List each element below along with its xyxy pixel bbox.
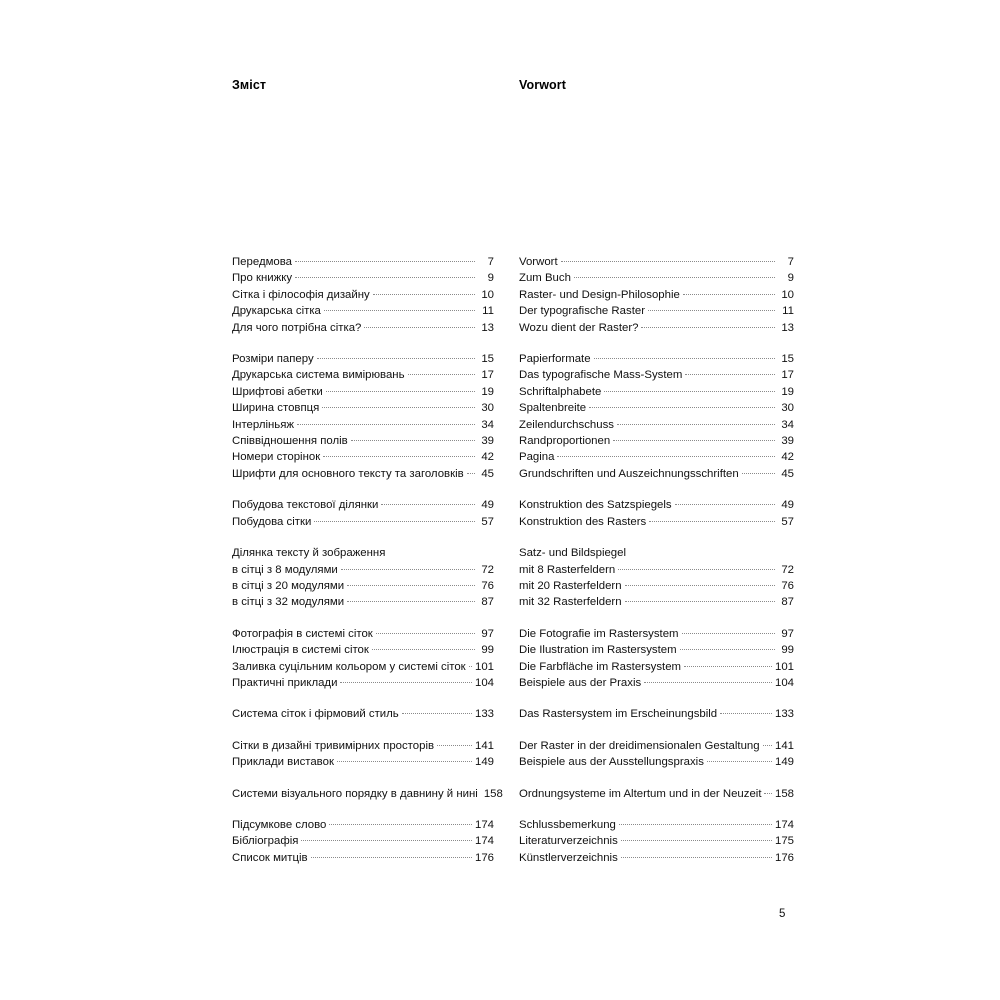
toc-entry-page-number: 15	[781, 353, 794, 366]
toc-entry[interactable]	[519, 659, 794, 675]
toc-group	[519, 786, 794, 802]
toc-entry-leader	[604, 384, 775, 395]
toc-group	[232, 786, 503, 802]
toc-entry-page-number: 11	[482, 305, 494, 318]
toc-entry-leader	[648, 303, 775, 314]
toc-entry-label: Zum Buch	[519, 272, 571, 285]
toc-entry-leader	[311, 850, 472, 861]
toc-entry-leader	[682, 626, 775, 637]
toc-entry[interactable]	[232, 367, 494, 383]
toc-entry[interactable]	[232, 433, 494, 449]
toc-entry-leader	[337, 754, 472, 765]
toc-entry-page-number: 42	[781, 451, 794, 464]
toc-entry[interactable]	[519, 545, 794, 561]
toc-entry-page-number: 76	[781, 579, 794, 592]
toc-entry-leader	[314, 514, 475, 525]
toc-entry-label: Die Ilustration im Rastersystem	[519, 644, 677, 657]
toc-entry-label: Das typografische Mass-System	[519, 369, 683, 382]
toc-entry-label: Передмова	[232, 256, 293, 268]
toc-entry-label: Das Rastersystem im Erscheinungsbild	[519, 708, 718, 721]
toc-entry[interactable]	[232, 514, 494, 530]
toc-entry-label: Spaltenbreite	[519, 402, 587, 415]
toc-entry-label: Підсумкове слово	[232, 818, 327, 831]
toc-entry-page-number: 34	[781, 418, 794, 431]
toc-entry-page-number: 158	[774, 787, 794, 800]
toc-entry[interactable]	[519, 351, 794, 367]
toc-entry[interactable]	[519, 433, 794, 449]
toc-entry-page-number: 72	[481, 563, 494, 576]
toc-entry[interactable]	[232, 626, 494, 642]
toc-group	[232, 351, 494, 482]
toc-entry-label: Друкарська сітка	[232, 305, 321, 318]
page-title-vorwort: Vorwort	[519, 78, 566, 92]
toc-entry-leader	[619, 817, 772, 828]
toc-group	[519, 626, 794, 692]
toc-entry-page-number: 174	[774, 818, 794, 831]
toc-entry[interactable]	[232, 320, 494, 336]
toc-entry-leader	[561, 254, 775, 265]
toc-entry-page-number: 19	[481, 385, 494, 398]
toc-entry-label: Grundschriften und Auszeichnungsschriften	[519, 467, 739, 480]
toc-entry-page-number: 104	[474, 676, 494, 689]
toc-column-ukrainian	[232, 254, 503, 881]
toc-entry-leader	[625, 578, 775, 589]
toc-entry[interactable]	[232, 675, 494, 691]
toc-entry-label: Номери сторінок	[232, 451, 321, 464]
toc-entry-page-number: 19	[781, 385, 794, 398]
toc-entry[interactable]	[519, 320, 794, 336]
toc-entry-leader	[763, 738, 772, 749]
toc-entry-page-number: 174	[474, 835, 494, 848]
toc-entry-leader	[720, 706, 772, 717]
toc-entry-leader	[625, 594, 775, 605]
toc-group	[519, 738, 794, 771]
toc-entry-page-number: 7	[487, 256, 494, 268]
toc-entry-leader	[295, 254, 475, 265]
toc-entry-label: Сітки в дизайні тривимірних просторів	[232, 739, 435, 752]
toc-group	[519, 254, 794, 336]
toc-entry-label: Randproportionen	[519, 435, 611, 448]
toc-entry-page-number: 17	[481, 369, 494, 382]
toc-entry[interactable]	[519, 449, 794, 465]
toc-entry[interactable]	[232, 287, 494, 303]
toc-entry[interactable]	[232, 754, 494, 770]
toc-entry[interactable]	[232, 562, 494, 578]
toc-group	[232, 254, 494, 336]
toc-entry-leader	[347, 594, 475, 605]
toc-entry[interactable]	[232, 642, 494, 658]
toc-entry-page-number: 149	[474, 756, 494, 769]
toc-entry-page-number: 87	[481, 596, 494, 609]
toc-entry-leader	[649, 514, 775, 525]
toc-entry[interactable]	[519, 642, 794, 658]
toc-group	[232, 817, 494, 866]
toc-entry-leader	[376, 626, 475, 637]
toc-group	[232, 545, 494, 611]
toc-entry[interactable]	[232, 738, 494, 754]
toc-group	[519, 497, 794, 530]
toc-entry-leader	[301, 833, 472, 844]
toc-entry-page-number: 141	[774, 739, 794, 752]
toc-entry-leader	[364, 320, 475, 331]
toc-entry-page-number: 176	[774, 851, 794, 864]
toc-entry-page-number: 57	[781, 515, 794, 528]
toc-entry-leader	[617, 417, 775, 428]
toc-entry-label: Ordnungsysteme im Altertum und in der Neuzeit	[519, 787, 762, 800]
toc-entry-page-number: 11	[782, 305, 794, 318]
toc-entry-leader	[326, 384, 475, 395]
toc-entry[interactable]	[519, 384, 794, 400]
toc-entry-label: Список митців	[232, 851, 308, 864]
toc-entry-label: Beispiele aus der Praxis	[519, 676, 642, 689]
toc-group	[232, 738, 494, 771]
toc-entry-label: Приклади виставок	[232, 756, 334, 769]
toc-entry-label: Ділянка тексту й зображення	[232, 547, 386, 560]
toc-entry[interactable]	[519, 497, 794, 513]
toc-entry-label: Побудова сітки	[232, 515, 312, 528]
toc-entry-label: Die Fotografie im Rastersystem	[519, 627, 679, 640]
toc-entry-leader	[297, 417, 475, 428]
toc-entry-leader	[388, 545, 475, 556]
toc-entry[interactable]	[519, 303, 794, 319]
toc-entry-label: в сітці з 32 модулями	[232, 596, 345, 609]
toc-entry-leader	[347, 578, 475, 589]
toc-entry-leader	[323, 449, 475, 460]
toc-entry-leader	[402, 706, 472, 717]
toc-entry-page-number: 13	[481, 321, 494, 334]
toc-entry-leader	[685, 367, 775, 378]
toc-entry-label: Ширина стовпця	[232, 402, 320, 415]
toc-entry-leader	[574, 270, 775, 281]
toc-entry[interactable]	[519, 706, 794, 722]
toc-entry-leader	[373, 287, 475, 298]
toc-entry-label: Друкарська система вимірювань	[232, 369, 405, 382]
toc-entry-label: Zeilendurchschuss	[519, 418, 614, 431]
toc-entry-leader	[437, 738, 472, 749]
toc-entry-label: Ілюстрація в системі сіток	[232, 644, 369, 657]
toc-entry-page-number: 49	[781, 499, 794, 512]
toc-group	[519, 351, 794, 482]
toc-entry-leader	[742, 466, 775, 477]
toc-entry-leader	[613, 433, 775, 444]
toc-entry[interactable]	[232, 417, 494, 433]
toc-entry-leader	[467, 466, 475, 477]
toc-entry[interactable]	[232, 384, 494, 400]
toc-entry-page-number: 45	[481, 467, 494, 480]
toc-entry[interactable]	[232, 833, 494, 849]
toc-entry-page-number: 34	[481, 418, 494, 431]
toc-entry-label: Розміри паперу	[232, 353, 314, 366]
toc-entry-page-number: 10	[781, 288, 794, 301]
toc-entry[interactable]	[232, 497, 494, 513]
toc-entry-label: Система сіток і фірмовий стиль	[232, 708, 399, 721]
toc-entry-page-number: 97	[481, 627, 494, 640]
toc-entry-label: Wozu dient der Raster?	[519, 321, 639, 334]
toc-entry[interactable]	[519, 738, 794, 754]
toc-entry-label: Vorwort	[519, 256, 558, 268]
toc-entry-leader	[641, 320, 775, 331]
toc-entry-label: Raster- und Design-Philosophie	[519, 288, 680, 301]
toc-entry-label: Konstruktion des Satzspiegels	[519, 499, 672, 512]
toc-group	[232, 626, 494, 692]
toc-entry-page-number: 158	[483, 787, 503, 800]
toc-entry[interactable]	[519, 367, 794, 383]
toc-entry-leader	[351, 433, 475, 444]
toc-entry-leader	[621, 833, 772, 844]
toc-entry-label: Шрифти для основного тексту та заголовків	[232, 467, 464, 480]
toc-entry[interactable]	[519, 562, 794, 578]
toc-entry-leader	[469, 659, 472, 670]
toc-entry-label: Der typografische Raster	[519, 305, 645, 318]
toc-entry-leader	[629, 545, 775, 556]
toc-entry-leader	[322, 400, 475, 411]
toc-entry-label: Побудова текстової ділянки	[232, 499, 379, 512]
toc-entry[interactable]	[519, 817, 794, 833]
toc-group	[232, 706, 494, 722]
toc-entry[interactable]	[232, 270, 494, 286]
toc-entry-page-number: 104	[774, 676, 794, 689]
toc-entry[interactable]	[232, 449, 494, 465]
toc-entry-leader	[329, 817, 472, 828]
toc-entry-leader	[621, 850, 772, 861]
toc-entry-label: Інтерліньяж	[232, 418, 295, 431]
toc-entry[interactable]	[519, 594, 794, 610]
toc-entry-page-number: 133	[474, 708, 494, 721]
toc-entry-leader	[317, 351, 475, 362]
toc-entry-page-number: 13	[781, 321, 794, 334]
toc-entry[interactable]	[232, 659, 494, 675]
toc-entry-leader	[644, 675, 772, 686]
toc-entry-label: Die Farbfläche im Rastersystem	[519, 660, 682, 673]
toc-entry-page-number: 149	[774, 756, 794, 769]
toc-entry-leader	[341, 562, 475, 573]
toc-entry[interactable]	[232, 400, 494, 416]
toc-entry-leader	[589, 400, 775, 411]
toc-entry-leader	[340, 675, 472, 686]
toc-entry-leader	[683, 287, 775, 298]
toc-entry-leader	[618, 562, 775, 573]
toc-group	[519, 545, 794, 611]
toc-entry[interactable]	[519, 514, 794, 530]
toc-entry[interactable]	[519, 270, 794, 286]
toc-entry[interactable]	[232, 303, 494, 319]
toc-entry-page-number: 7	[787, 256, 794, 268]
toc-entry-leader	[324, 303, 475, 314]
toc-entry-page-number: 39	[781, 435, 794, 448]
toc-entry-leader	[557, 449, 775, 460]
toc-entry-label: Satz- und Bildspiegel	[519, 547, 627, 560]
toc-entry-leader	[594, 351, 775, 362]
toc-entry[interactable]	[519, 287, 794, 303]
toc-entry-page-number: 39	[481, 435, 494, 448]
toc-entry[interactable]	[519, 254, 794, 270]
toc-entry-label: в сітці з 20 модулями	[232, 579, 345, 592]
toc-entry-label: Der Raster in der dreidimensionalen Gestaltung	[519, 739, 760, 752]
toc-entry-page-number: 76	[481, 579, 494, 592]
toc-entry-label: Beispiele aus der Ausstellungspraxis	[519, 756, 704, 769]
toc-entry-page-number: 57	[481, 515, 494, 528]
toc-entry-label: в сітці з 8 модулями	[232, 563, 338, 576]
toc-entry-page-number: 99	[781, 644, 794, 657]
toc-entry-label: Künstlerverzeichnis	[519, 851, 618, 864]
toc-entry-leader	[680, 642, 775, 653]
toc-entry[interactable]	[519, 754, 794, 770]
toc-entry-label: Шрифтові абетки	[232, 385, 323, 398]
toc-entry-label: Literaturverzeichnis	[519, 835, 618, 848]
toc-entry-page-number: 15	[481, 353, 494, 366]
toc-entry[interactable]	[519, 466, 794, 482]
toc-entry-page-number: 9	[787, 272, 794, 285]
toc-entry-page-number: 176	[474, 851, 494, 864]
toc-entry[interactable]	[232, 706, 494, 722]
toc-entry-label: Papierformate	[519, 353, 591, 366]
toc-entry-page-number: 9	[487, 272, 494, 285]
toc-entry-leader	[707, 754, 772, 765]
toc-entry-label: Практичні приклади	[232, 676, 338, 689]
toc-entry[interactable]	[519, 675, 794, 691]
toc-entry[interactable]	[232, 545, 494, 561]
toc-entry[interactable]	[519, 417, 794, 433]
toc-entry-label: Pagina	[519, 451, 555, 464]
toc-group	[519, 817, 794, 866]
toc-entry[interactable]	[519, 850, 794, 866]
toc-entry-page-number: 49	[481, 499, 494, 512]
toc-entry-label: Про книжку	[232, 272, 293, 285]
toc-group	[232, 497, 494, 530]
toc-entry-page-number: 30	[481, 402, 494, 415]
folio-number: 5	[779, 908, 786, 920]
toc-entry-label: mit 32 Rasterfeldern	[519, 596, 622, 609]
toc-entry-page-number: 174	[474, 818, 494, 831]
toc-entry[interactable]	[232, 578, 494, 594]
toc-entry-leader	[764, 786, 772, 797]
toc-entry-label: Системи візуального порядку в давнину й нині	[232, 787, 478, 800]
toc-entry-page-number: 87	[781, 596, 794, 609]
toc-entry-leader	[675, 497, 775, 508]
toc-entry[interactable]	[232, 786, 503, 802]
toc-entry-label: Сітка і філософія дизайну	[232, 288, 370, 301]
toc-entry-label: Співвідношення полів	[232, 435, 348, 448]
toc-entry[interactable]	[232, 254, 494, 270]
column-headers	[0, 78, 1000, 98]
toc-entry[interactable]	[232, 817, 494, 833]
toc-entry-page-number: 72	[781, 563, 794, 576]
toc-group	[519, 706, 794, 722]
toc-entry-label: mit 20 Rasterfeldern	[519, 579, 622, 592]
toc-entry-label: Schriftalphabete	[519, 385, 602, 398]
toc-entry[interactable]	[519, 626, 794, 642]
toc-entry-page-number: 141	[474, 739, 494, 752]
toc-entry-leader	[408, 367, 475, 378]
toc-entry-label: Для чого потрібна сітка?	[232, 321, 362, 334]
toc-entry-page-number: 175	[774, 835, 794, 848]
toc-entry-label: Schlussbemerkung	[519, 818, 616, 831]
toc-entry-leader	[295, 270, 475, 281]
toc-column-german	[519, 254, 794, 881]
toc-entry[interactable]	[232, 351, 494, 367]
toc-entry-page-number: 42	[481, 451, 494, 464]
toc-entry[interactable]	[519, 400, 794, 416]
toc-entry[interactable]	[519, 578, 794, 594]
toc-entry-page-number: 97	[781, 627, 794, 640]
toc-entry[interactable]	[519, 786, 794, 802]
toc-entry-page-number: 101	[474, 660, 494, 673]
toc-entry[interactable]	[232, 466, 494, 482]
toc-entry-page-number: 133	[774, 708, 794, 721]
toc-entry[interactable]	[519, 833, 794, 849]
toc-entry-leader	[372, 642, 475, 653]
toc-entry[interactable]	[232, 594, 494, 610]
toc-entry-label: Бібліографія	[232, 835, 299, 848]
toc-entry-page-number: 10	[481, 288, 494, 301]
toc-entry-page-number: 17	[781, 369, 794, 382]
page-title-contents: Зміст	[232, 78, 267, 92]
toc-entry-leader	[684, 659, 772, 670]
toc-entry-label: Заливка суцільним кольором у системі сіток	[232, 660, 466, 673]
toc-entry-page-number: 45	[781, 467, 794, 480]
toc-entry-label: mit 8 Rasterfeldern	[519, 563, 616, 576]
toc-entry-page-number: 30	[781, 402, 794, 415]
toc-entry-label: Фотографія в системі сіток	[232, 627, 373, 640]
toc-entry-leader	[381, 497, 475, 508]
toc-entry-page-number: 101	[774, 660, 794, 673]
toc-entry-label: Konstruktion des Rasters	[519, 515, 647, 528]
toc-entry-page-number: 99	[481, 644, 494, 657]
toc-entry[interactable]	[232, 850, 494, 866]
